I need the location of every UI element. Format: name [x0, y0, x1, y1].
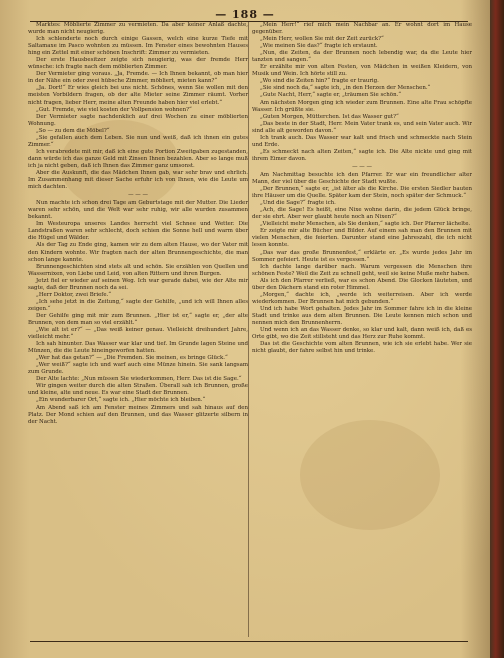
paragraph: Am Nachmittag besuchte ich den Pfarrer. Er war ein freundlicher alter Mann, der viel über die Geschichte der Stadt wußte.: [252, 171, 472, 186]
paragraph: „Ja. Dort!“ Er wies gleich bei uns nicht. Schönes, wenn Sie wollen mit den meisten Vorbildern fragen, ob der alte Mieter seine Zimmer räumt. Vorher nicht fragen, lieber Herr, meine alten Freunde haben hier viel erlebt.“: [28, 85, 248, 106]
paragraph: Jetzt fiel er wieder auf seinen Weg. Ich war gerade dabei, wie der Alte mir sagte, daß der Brunnen noch da sei.: [28, 277, 248, 291]
paragraph: „Und die Sage?“ fragte ich.: [260, 200, 336, 207]
paragraph: „Mein Herr!“ rief mich mein Nachbar an. Er wohnt dort im Hause gegenüber.: [252, 22, 472, 36]
paragraph: „Ich sehe jetzt in die Zeitung,“ sagte der Gehilfe, „und ich will Ihnen alles zeigen.“: [28, 298, 248, 312]
paragraph: Als ich den Pfarrer verließ, war es schon Abend. Die Glocken läuteten, und über den Dächern stand ein roter Himmel.: [252, 277, 472, 291]
paragraph: Der erste Hausbesitzer zeigte sich neugierig, was der fremde Herr wünsche: ich fragte nach dem möblierten Zimmer.: [28, 57, 248, 71]
paragraph: Der Alte lachte: „Nun müssen Sie wiederkommen, Herr. Das ist die Sage.“: [36, 376, 242, 383]
paragraph: Ich verabredete mit mir, daß ich eine gute Portion Zweitgaben zugestanden, dann würde ich das ganze Geld mit Zinsen Ihnen bezahlen. Aber so lange muß ich ja nicht geben, daß ich Ihnen das Zimmer ganz umsonst.: [28, 148, 248, 169]
paragraph: „Wer hat das getan?“ — „Die Fremden. Sie meinen, es bringe Glück.“: [36, 355, 228, 362]
paragraph: Nun machte ich schon drei Tage am Geburtstage mit der Mutter. Die Lieder waren sehr schön, und die Welt war sehr ruhig, wir alle wurden zusammen bekannt.: [28, 200, 248, 221]
book-binding: [490, 0, 504, 658]
paragraph: Ich dachte lange darüber nach. Warum vergessen die Menschen ihre schönen Feste? Weil die Zeit zu schnell geht, weil sie keine Muße mehr haben.: [252, 263, 472, 277]
paragraph: Ich sah hinunter. Das Wasser war klar und tief. Im Grunde lagen Steine und Münzen, die die Leute hineingeworfen hatten.: [28, 341, 248, 355]
paragraph: Der Vermieter sagte nachdenklich auf drei Wochen zu einer möblierten Wohnung.: [28, 113, 248, 127]
paragraph: „Das war das große Brunnenfest,“ erklärte er. „Es wurde jedes Jahr im Sommer gefeiert. Heute ist es vergessen.“: [252, 249, 472, 263]
right-text-column: [252, 22, 472, 640]
paragraph: Das ist die Geschichte vom alten Brunnen, wie ich sie erlebt habe. Wer sie nicht glaubt, der fahre selbst hin und trinke.: [252, 341, 472, 355]
paragraph: Marktes: Möblierte Zimmer zu vermieten. Da aber keiner Anlaß dachte, wurde man nicht neugierig.: [28, 22, 248, 36]
paragraph: Im Westeuropa unseres Landes herrscht viel Schnee und Wetter. Die Landstraßen waren sehr schlecht, doch schien die Sonne hell und warm über die Hügel und Wälder.: [28, 221, 248, 242]
paragraph: Brunnengeschichten sind stets alt und schön. Sie erzählen von Quellen und Wassernixen, von Liebe und Leid, von alten Rittern und ihren Burgen.: [28, 263, 248, 277]
paragraph: „So — zu dem die Möbel?“: [36, 127, 110, 134]
paragraph: „Ach, die Sage! Es heißt, eine Nixe wohne darin, die jedem Glück bringe, der sie ehrt. Aber wer glaubt heute noch an Nixen?“: [252, 207, 472, 221]
paragraph: Als der Tag zu Ende ging, kamen wir zu dem alten Hause, wo der Vater mit den Kindern wohnte. Wir fragten nach der alten Brunnengeschichte, die man schon lange kannte.: [28, 242, 248, 263]
paragraph: „Herr Doktor, zwei Briefe.“: [36, 291, 112, 298]
paragraph: Der Vermieter ging voraus. „Ja, Fremde. — Ich Ihnen bekannt, ob man hier in der Nähe ein oder zwei hübsche Zimmer, möbliert, mieten kann?“: [28, 71, 248, 85]
paragraph: „Sie sind noch da,“ sagte ich, „in den Herzen der Menschen.“: [260, 85, 431, 92]
page-number: — 188 —: [215, 8, 275, 21]
paragraph: Am nächsten Morgen ging ich wieder zum Brunnen. Eine alte Frau schöpfte Wasser. Ich grüßte sie.: [252, 99, 472, 113]
paragraph: „Es schmeckt nach alten Zeiten,“ sagte ich. Die Alte nickte und ging mit ihrem Eimer davon.: [252, 148, 472, 162]
column-divider: [248, 22, 249, 637]
paragraph: „Guten Morgen, Mütterchen. Ist das Wasser gut?“: [260, 113, 399, 120]
paragraph: „Das beste in der Stadt, Herr. Mein Vater trank es, und sein Vater auch. Wir sind alle alt geworden davon.“: [252, 120, 472, 134]
paragraph: „Der Brunnen,“ sagte er, „ist älter als die Kirche. Die ersten Siedler bauten ihre Häuser um die Quelle. Später kam der Stein, noch später der Schmuck.“: [252, 186, 472, 200]
paragraph: „Wie meinen Sie das?“ fragte ich erstaunt.: [260, 43, 378, 50]
paragraph: „Nun, die Zeiten, da der Brunnen noch lebendig war, da die Leute hier tanzten und sangen.“: [252, 50, 472, 64]
paragraph: „Wer weiß?“ sagte ich und warf auch eine Münze hinein. Sie sank langsam zum Grunde.: [28, 362, 248, 376]
paragraph: — — —: [128, 192, 148, 199]
paragraph: Der Gehilfe ging mit mir zum Brunnen. „Hier ist er,“ sagte er, „der alte Brunnen, von dem man so viel erzählt.“: [28, 312, 248, 326]
paragraph: Und ich habe Wort gehalten. Jedes Jahr im Sommer fahre ich in die kleine Stadt und trinke aus dem alten Brunnen. Die Leute kennen mich schon und nennen mich den Brunnenherrn.: [252, 305, 472, 326]
footer-rule: [30, 641, 468, 642]
paragraph: „Vielleicht mehr Menschen, als Sie denken,“ sagte ich. Der Pfarrer lächelte.: [260, 221, 471, 228]
paragraph: Und wenn ich an das Wasser denke, so klar und kalt, dann weiß ich, daß es Orte gibt, wo die Zeit stillsteht und das Herz zur Ruhe kommt.: [252, 327, 472, 341]
paragraph: Er zeigte mir alte Bücher und Bilder. Auf einem sah man den Brunnen mit vielen Menschen, die feierten. Darunter stand eine Jahreszahl, die ich nicht lesen konnte.: [252, 228, 472, 249]
paragraph: Wir gingen weiter durch die alten Straßen. Überall sah ich Brunnen, große und kleine, alte und neue. Es war eine Stadt der Brunnen.: [28, 383, 248, 397]
left-text-column: [28, 22, 248, 640]
paragraph: „Gute Nacht, Herr,“ sagte er, „träumen Sie schön.“: [260, 92, 402, 99]
paragraph: — — —: [352, 163, 372, 170]
paragraph: Am Abend saß ich am Fenster meines Zimmers und sah hinaus auf den Platz. Der Mond schien auf den Brunnen, und das Wasser glitzerte silbern in der Nacht.: [28, 404, 248, 425]
paragraph: „Wo sind die Zeiten hin?“ fragte er traurig.: [260, 78, 379, 85]
paragraph: Er erzählte mir von alten Festen, von Mädchen in weißen Kleidern, von Musik und Wein. Ich hörte still zu.: [252, 64, 472, 78]
paragraph: Aber die Auskunft, die das Mädchen Ihnen gab, war sehr brav und ehrlich. Im Zusammenhang mit dieser Sache erfuhr ich von Ihnen, wie die Leute um mich dachten.: [28, 169, 248, 191]
paragraph: „Mein Herr, wollen Sie mit der Zeit zurück?“: [260, 36, 384, 43]
paragraph: „Morgen,“ dachte ich, „werde ich weiterreisen. Aber ich werde wiederkommen. Der Brunnen hat mich gebunden.“: [252, 291, 472, 305]
paragraph: „Gut. Fremde, wie viel kosten der Vollpension wohnen?“: [36, 106, 192, 113]
paragraph: Ich trank auch. Das Wasser war kalt und frisch und schmeckte nach Stein und Erde.: [252, 134, 472, 148]
paragraph: „Sie gefallen auch dem Leben. Sie nun und weiß, daß ich ihnen ein gutes Zimmer.“: [28, 134, 248, 148]
paragraph: „Wie alt ist er?“ — „Das weiß keiner genau. Vielleicht dreihundert Jahre, vielleicht mehr.“: [28, 327, 248, 341]
paragraph: Ich schlenderte noch durch einige Gassen, welch eine kurze Tiefe mit Saltamaxe im Pasco wohnten zu müssen. Im Fenster eines bewohnten Hauses hing ein Zettel mit einer schönen Inschrift: Zimmer zu vermieten.: [28, 36, 248, 57]
paragraph: „Ein wunderbarer Ort,“ sagte ich. „Hier möchte ich bleiben.“: [36, 397, 206, 404]
